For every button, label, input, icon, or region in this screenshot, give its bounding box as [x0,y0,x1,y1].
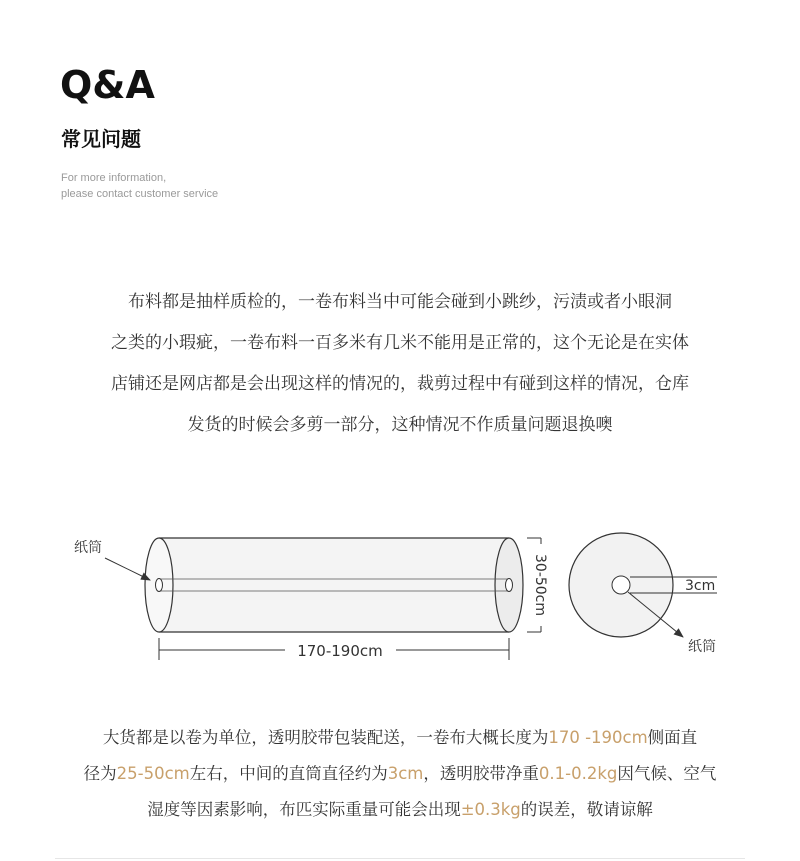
tube-pointer-left [105,558,150,580]
core-diameter-label: 3cm [685,578,716,594]
tape-weight-value: 0.1-0.2kg [538,764,618,783]
quality-notice [55,282,745,446]
shipping-details-line-1 [55,720,745,756]
shipping-details-line-2 [55,756,745,792]
quality-notice-line-4: 发货的时候会多剪一部分，这种情况不作质量问题退换噢 [187,415,613,435]
shipping-details [55,720,745,828]
text-segment: 侧面直 [647,728,698,747]
length-value: 170 -190cm [548,728,648,747]
text-segment: 左右，中间的直筒直径约为 [189,764,388,783]
quality-notice-line-3: 店铺还是网店都是会出现这样的情况的，裁剪过程中有碰到这样的情况，仓库 [111,374,689,394]
text-segment: 大货都是以卷为单位，透明胶带包装配送，一卷布大概长度为 [102,728,549,747]
fabric-roll-diagram [0,500,800,680]
divider [55,858,745,859]
tube-label-left: 纸筒 [74,540,102,556]
text-segment: 径为 [83,764,117,783]
roll-side-view [145,538,523,632]
contact-note-line-1: For more information, [61,172,167,184]
core-diameter-value: 3cm [387,764,424,783]
length-label: 170-190cm [297,642,383,660]
diameter-value: 25-50cm [116,764,190,783]
weight-tolerance-value: ±0.3kg [460,800,521,819]
page-title: Q&A [60,63,155,107]
contact-note [61,170,218,202]
contact-note-line-2: please contact customer service [61,188,219,200]
text-segment: ，透明胶带净重 [423,764,539,783]
shipping-details-line-3 [55,792,745,828]
text-segment: 的误差，敬请谅解 [520,800,653,819]
diameter-label: 30-50cm [532,553,548,617]
text-segment: 湿度等因素影响，布匹实际重量可能会出现 [147,800,461,819]
quality-notice-line-1: 布料都是抽样质检的，一卷布料当中可能会碰到小跳纱，污渍或者小眼洞 [128,292,672,312]
page-subtitle: 常见问题 [61,127,141,151]
text-segment: 因气候、空气 [617,764,717,783]
quality-notice-line-2: 之类的小瑕疵，一卷布料一百多米有几米不能用是正常的，这个无论是在实体 [111,333,689,353]
tube-label-right: 纸筒 [688,639,716,655]
